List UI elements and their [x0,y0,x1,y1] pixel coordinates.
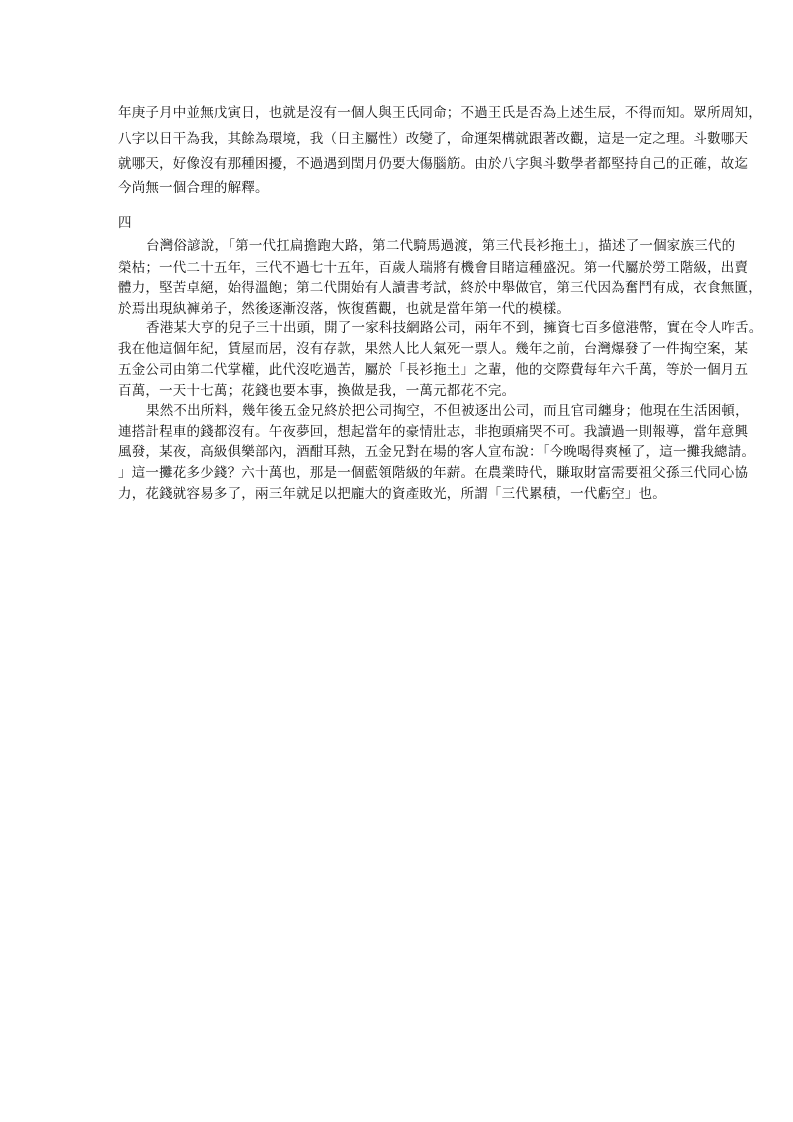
text-line: 今尚無一個合理的解釋。 [118,180,269,196]
text-line: 就哪天，好像沒有那種困擾，不過遇到閏月仍要大傷腦筋。由於八字與斗數學者都堅持自己的正確，故迄 [118,156,749,172]
text-line: 榮枯；一代二十五年，三代不過七十五年，百歲人瑞將有機會目睹這種盛況。第一代屬於勞工階級，出賣 [118,260,749,276]
text-line: 體力，堅苦卓絕，始得溫飽；第二代開始有人讀書考試，終於中舉做官，第三代因為奮鬥有成，衣食無匱， [118,280,762,296]
text-line: 連搭計程車的錢都沒有。午夜夢回，想起當年的豪情壯志，非抱頭痛哭不可。我讀過一則報導，當年意興 [118,424,749,440]
text-line: 果然不出所料，幾年後五金兄終於把公司掏空，不但被逐出公司，而且官司纏身；他現在生活困頓， [146,403,749,419]
text-line: 台灣俗諺說，「第一代扛扁擔跑大路，第二代騎馬過渡，第三代長衫拖土」，描述了一個家族三代的 [146,238,736,254]
text-line: 八字以日干為我，其餘為環境，我（日主屬性）改變了，命運架構就跟著改觀，這是一定之理。斗數哪天 [118,131,749,147]
text-line: 於焉出現紈褲弟子，然後逐漸沒落，恢復舊觀，也就是當年第一代的模樣。 [118,301,571,317]
text-line: 風發，某夜，高級俱樂部內，酒酣耳熱，五金兄對在場的客人宣布說：「今晚喝得爽極了，這一攤我總請。 [118,444,756,460]
text-line: 百萬，一天十七萬；花錢也要本事，換做是我，一萬元都花不完。 [118,383,516,399]
text-line: 」這一攤花多少錢？六十萬也，那是一個藍領階級的年薪。在農業時代，賺取財富需要祖父孫三代同心協 [118,465,749,481]
text-line: 五金公司由第二代掌權，此代沒吃過苦，屬於「長衫拖土」之輩，他的交際費每年六千萬，等於一個月五 [118,362,749,378]
text-line: 年庚子月中並無戊寅日，也就是沒有一個人與王氏同命；不過王氏是否為上述生辰，不得而知。眾所周知， [118,105,762,121]
text-line: 我在他這個年紀，賃屋而居，沒有存款，果然人比人氣死一票人。幾年之前，台灣爆發了一件掏空案，某 [118,341,749,357]
text-line: 香港某大亨的兒子三十出頭，開了一家科技網路公司，兩年不到，擁資七百多億港幣，實在令人咋舌。 [146,320,763,336]
text-line: 力，花錢就容易多了，兩三年就足以把龐大的資產敗光，所謂「三代累積，一代虧空」也。 [118,486,666,502]
section-heading: 四 [118,215,132,231]
